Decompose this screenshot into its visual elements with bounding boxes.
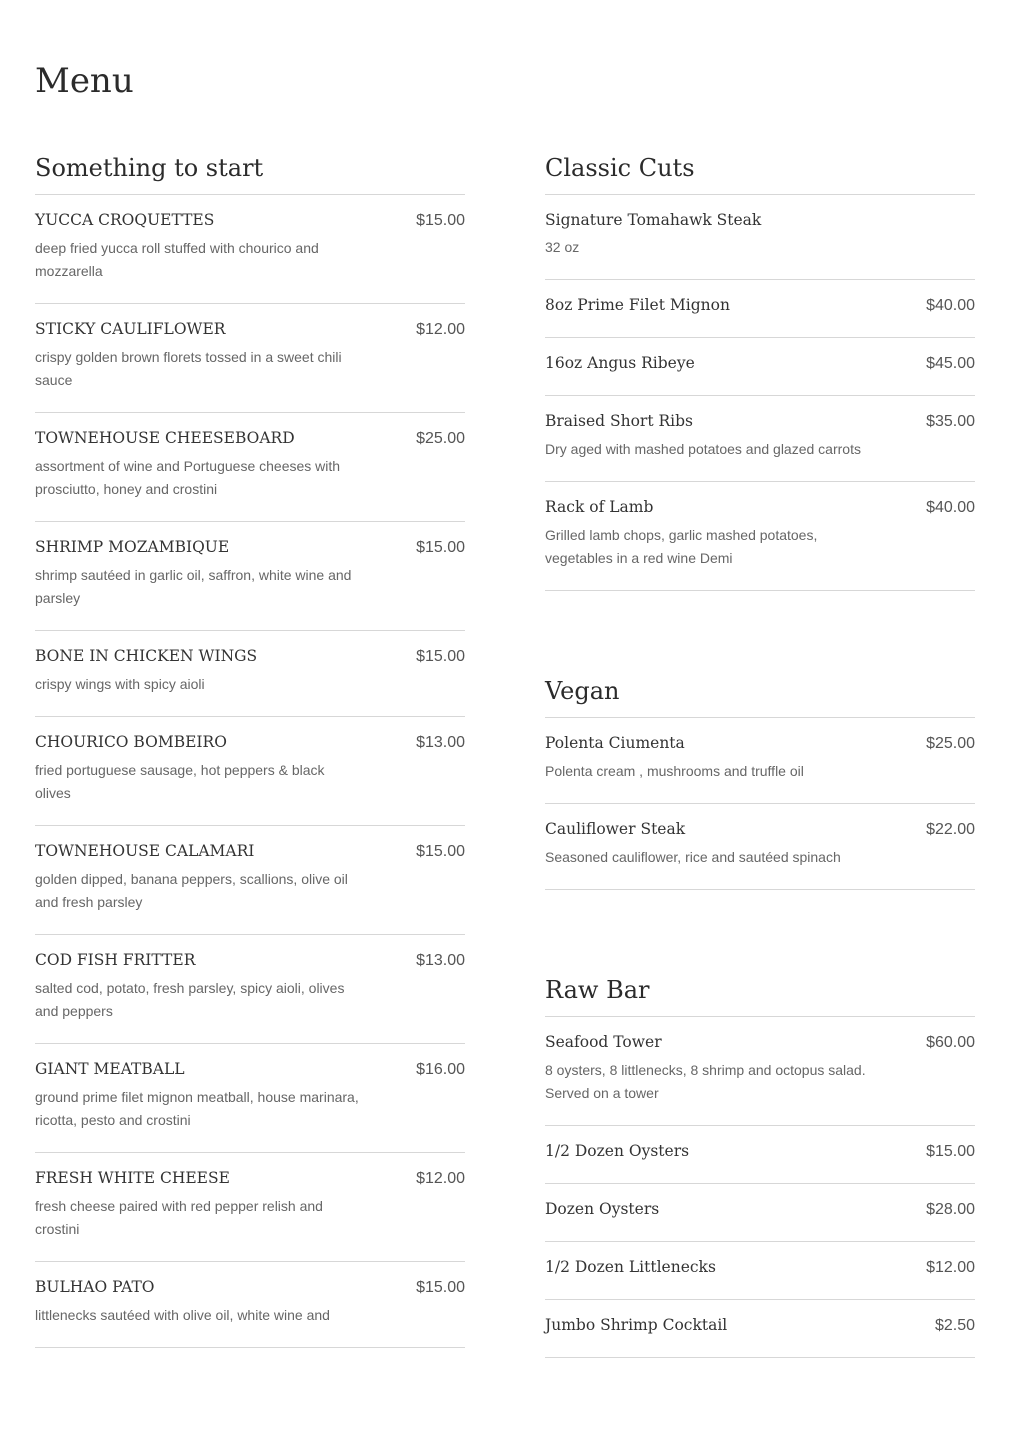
- section-title: Classic Cuts: [545, 148, 975, 195]
- menu-item-description: littlenecks sautéed with olive oil, white wine and: [35, 1307, 330, 1323]
- menu-item-row: [545, 352, 975, 375]
- menu-item-name: TOWNEHOUSE CHEESEBOARD: [35, 429, 295, 447]
- section-title: Something to start: [35, 148, 465, 195]
- menu-item: [545, 1017, 975, 1126]
- menu-item: [35, 1153, 465, 1262]
- menu-item-name: 1/2 Dozen Oysters: [545, 1142, 690, 1160]
- menu-item: [35, 195, 465, 304]
- menu-item-name: Dozen Oysters: [545, 1200, 660, 1218]
- menu-item-price: $60.00: [926, 1034, 975, 1051]
- menu-item-row: [545, 1140, 975, 1163]
- menu-item: [545, 1184, 975, 1242]
- menu-item-price: $15.00: [416, 539, 465, 556]
- menu-item-description: Dry aged with mashed potatoes and glazed carrots: [545, 441, 861, 457]
- menu-item-row: [35, 1058, 465, 1081]
- menu-item-row: [545, 1256, 975, 1279]
- menu-item-description: Grilled lamb chops, garlic mashed potatoes, vegetables in a red wine Demi: [545, 527, 818, 566]
- menu-item-description: Polenta cream , mushrooms and truffle oil: [545, 763, 804, 779]
- menu-item-price: $45.00: [926, 355, 975, 372]
- menu-item: [545, 1126, 975, 1184]
- menu-item: [35, 631, 465, 717]
- menu-items: [35, 195, 465, 1348]
- menu-item-row: [35, 209, 465, 232]
- menu-item: [35, 826, 465, 935]
- section-something-to-start: [35, 148, 465, 1348]
- menu-item-price: $2.50: [934, 1317, 975, 1334]
- page-title: Menu: [35, 61, 134, 101]
- menu-item-row: [545, 1198, 975, 1221]
- menu-item: [545, 718, 975, 804]
- section-title: Vegan: [545, 671, 975, 718]
- section-raw-bar: [545, 970, 975, 1358]
- menu-item-price: $12.00: [416, 321, 465, 338]
- menu-items: [545, 195, 975, 591]
- menu-item-description: 32 oz: [545, 239, 580, 255]
- menu-item-row: [545, 732, 975, 755]
- menu-item-price: $13.00: [416, 734, 465, 751]
- menu-item: [545, 280, 975, 338]
- menu-item-row: [545, 818, 975, 841]
- menu-item: [35, 935, 465, 1044]
- menu-item: [545, 804, 975, 890]
- menu-item-description: deep fried yucca roll stuffed with chourico and mozzarella: [35, 240, 319, 279]
- menu-item-row: [35, 1167, 465, 1190]
- menu-item-price: $12.00: [416, 1170, 465, 1187]
- menu-item-name: GIANT MEATBALL: [35, 1060, 185, 1078]
- menu-item-name: Jumbo Shrimp Cocktail: [545, 1316, 728, 1334]
- menu-item-name: CHOURICO BOMBEIRO: [35, 733, 227, 751]
- menu-item-price: $13.00: [416, 952, 465, 969]
- menu-item-price: $15.00: [416, 648, 465, 665]
- menu-item: [35, 304, 465, 413]
- menu-item: [35, 1262, 465, 1348]
- menu-item-price: $22.00: [926, 821, 975, 838]
- menu-item-price: $16.00: [416, 1061, 465, 1078]
- menu-item: [545, 338, 975, 396]
- menu-item-row: [545, 496, 975, 519]
- menu-item-row: [35, 318, 465, 341]
- menu-item: [35, 717, 465, 826]
- menu-item-description: 8 oysters, 8 littlenecks, 8 shrimp and octopus salad. Served on a tower: [545, 1062, 866, 1101]
- menu-item: [35, 1044, 465, 1153]
- menu-item-row: [545, 1031, 975, 1054]
- menu-item-name: 1/2 Dozen Littlenecks: [545, 1258, 716, 1276]
- menu-item-description: shrimp sautéed in garlic oil, saffron, white wine and parsley: [35, 567, 352, 606]
- menu-column-left: [35, 148, 465, 1428]
- menu-item-row: [545, 410, 975, 433]
- menu-item-row: [545, 209, 975, 231]
- menu-item-price: $15.00: [926, 1143, 975, 1160]
- menu-item-description: assortment of wine and Portuguese cheeses with prosciutto, honey and crostini: [35, 458, 341, 497]
- menu-item-name: STICKY CAULIFLOWER: [35, 320, 226, 338]
- menu-item: [545, 482, 975, 591]
- menu-item-name: Signature Tomahawk Steak: [545, 211, 762, 229]
- menu-item-name: Polenta Ciumenta: [545, 734, 685, 752]
- menu-item-name: Braised Short Ribs: [545, 412, 693, 430]
- menu-item-name: Cauliflower Steak: [545, 820, 686, 838]
- section-classic-cuts: [545, 148, 975, 591]
- menu-item-row: [35, 536, 465, 559]
- menu-item-price: $15.00: [416, 843, 465, 860]
- section-vegan: [545, 671, 975, 890]
- menu-item-description: crispy golden brown florets tossed in a sweet chili sauce: [35, 349, 342, 388]
- menu-item: [545, 1242, 975, 1300]
- menu-item-price: $28.00: [926, 1201, 975, 1218]
- menu-item: [35, 522, 465, 631]
- menu-item-price: $25.00: [926, 735, 975, 752]
- menu-item-price: $40.00: [926, 297, 975, 314]
- menu-column-right: [545, 148, 975, 1438]
- menu-item-name: TOWNEHOUSE CALAMARI: [35, 842, 255, 860]
- menu-item-row: [545, 1314, 975, 1337]
- menu-item-description: crispy wings with spicy aioli: [35, 676, 205, 692]
- menu-item-row: [35, 840, 465, 863]
- menu-item-name: 8oz Prime Filet Mignon: [545, 296, 730, 314]
- menu-item-description: fresh cheese paired with red pepper relish and crostini: [35, 1198, 323, 1237]
- menu-item-name: Seafood Tower: [545, 1033, 662, 1051]
- menu-items: [545, 718, 975, 890]
- menu-item: [35, 413, 465, 522]
- menu-item-price: $35.00: [926, 413, 975, 430]
- menu-item-price: $15.00: [416, 212, 465, 229]
- menu-item-description: ground prime filet mignon meatball, house marinara, ricotta, pesto and crostini: [35, 1089, 359, 1128]
- menu-item-description: fried portuguese sausage, hot peppers & black olives: [35, 762, 325, 801]
- menu-item-price: $25.00: [416, 430, 465, 447]
- menu-item-name: 16oz Angus Ribeye: [545, 354, 695, 372]
- menu-item-row: [545, 294, 975, 317]
- menu-item-row: [35, 949, 465, 972]
- menu-item-description: salted cod, potato, fresh parsley, spicy aioli, olives and peppers: [35, 980, 345, 1019]
- menu-item-row: [35, 1276, 465, 1299]
- menu-item-name: BONE IN CHICKEN WINGS: [35, 647, 258, 665]
- menu-item: [545, 396, 975, 482]
- section-title: Raw Bar: [545, 970, 975, 1017]
- menu-item: [545, 195, 975, 280]
- menu-item-name: BULHAO PATO: [35, 1278, 155, 1296]
- menu-item-description: Seasoned cauliflower, rice and sautéed spinach: [545, 849, 841, 865]
- menu-item-description: golden dipped, banana peppers, scallions, olive oil and fresh parsley: [35, 871, 348, 910]
- menu-item: [545, 1300, 975, 1358]
- menu-item-name: COD FISH FRITTER: [35, 951, 196, 969]
- menu-item-row: [35, 731, 465, 754]
- menu-item-name: SHRIMP MOZAMBIQUE: [35, 538, 230, 556]
- menu-item-price: $12.00: [926, 1259, 975, 1276]
- menu-item-price: $15.00: [416, 1279, 465, 1296]
- menu-item-price: $40.00: [926, 499, 975, 516]
- menu-item-row: [35, 645, 465, 668]
- menu-item-row: [35, 427, 465, 450]
- menu-items: [545, 1017, 975, 1358]
- menu-item-name: Rack of Lamb: [545, 498, 654, 516]
- menu-item-name: FRESH WHITE CHEESE: [35, 1169, 230, 1187]
- menu-item-name: YUCCA CROQUETTES: [35, 211, 215, 229]
